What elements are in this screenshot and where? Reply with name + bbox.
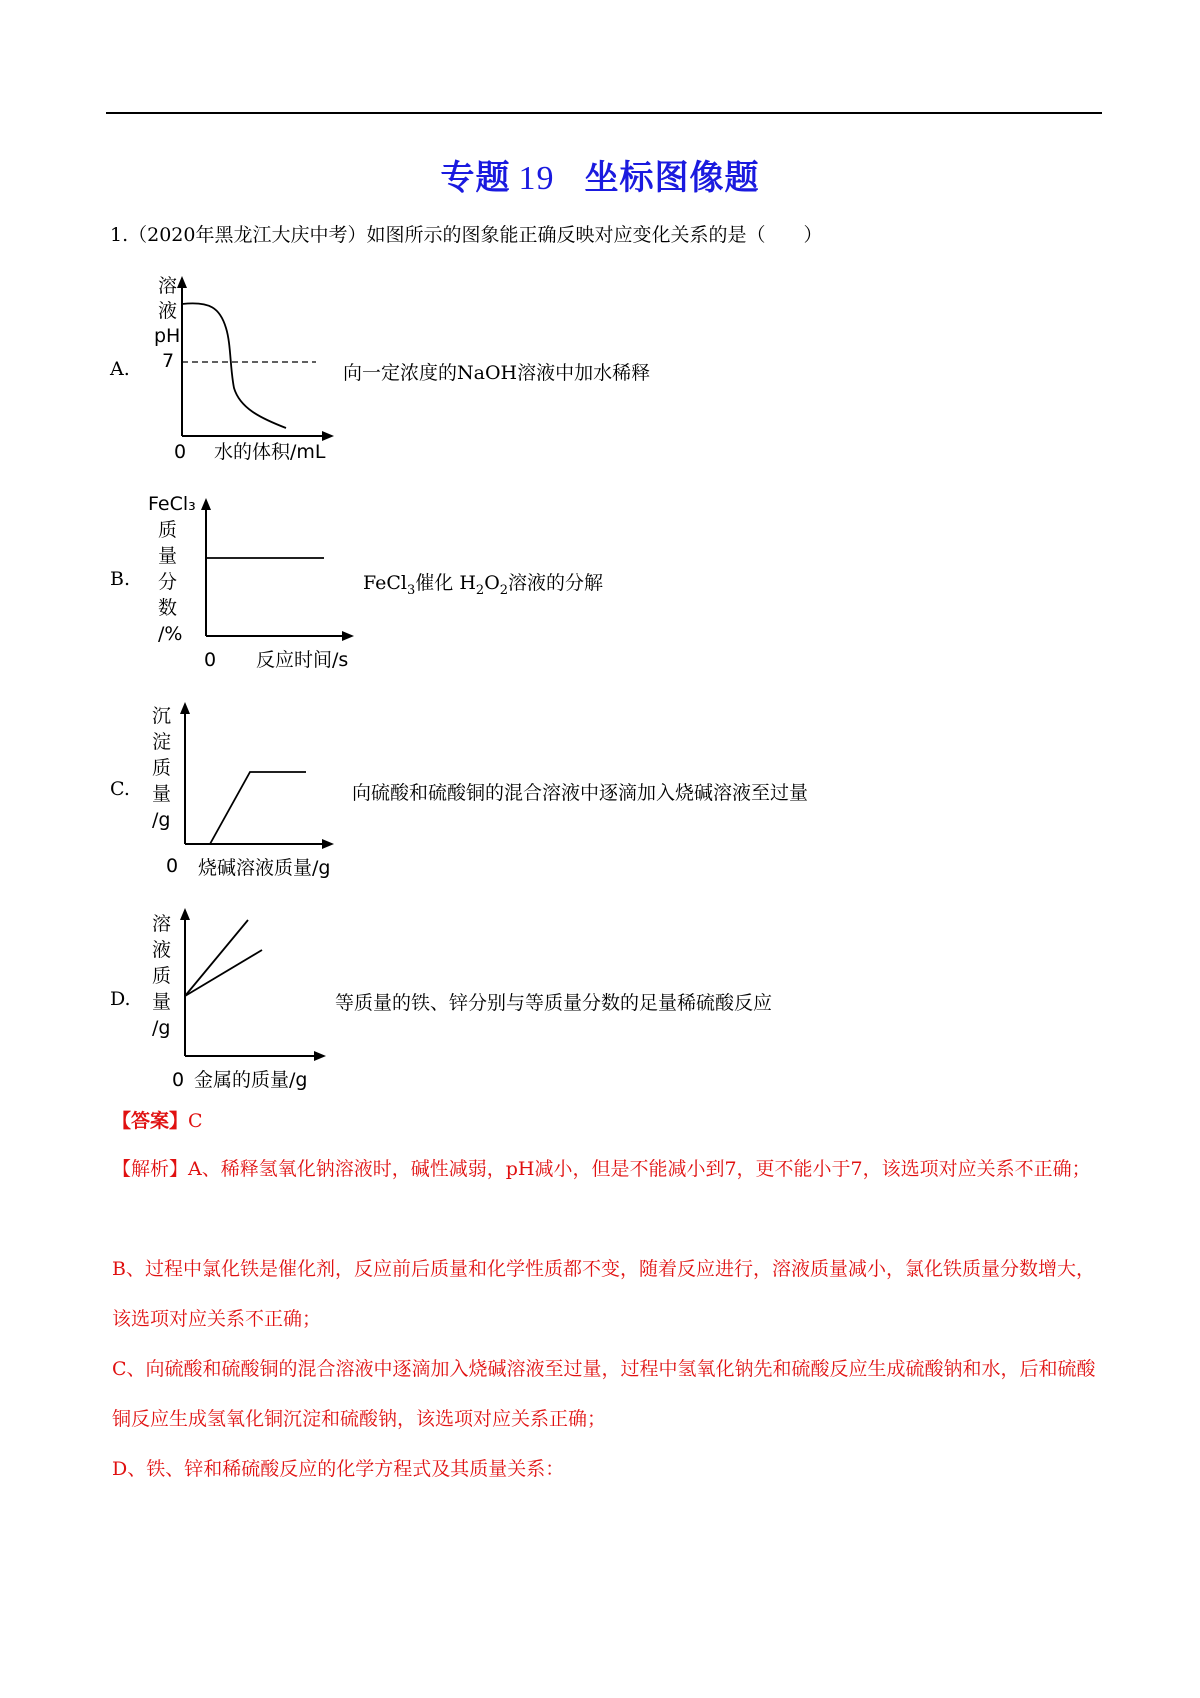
option-b-desc-sub-3: 2 [499, 582, 509, 598]
graph-d-ylabel-4: 量 [152, 991, 172, 1013]
title-sub: 坐标图像题 [584, 158, 760, 198]
graph-a-ylabel-3: pH [154, 325, 181, 347]
graph-a-ylabel-2: 液 [158, 300, 178, 322]
explanation-c: C、向硫酸和硫酸铜的混合溶液中逐滴加入烧碱溶液至过量，过程中氢氧化钠先和硫酸反应生成硫酸钠和水，后和硫酸铜反应生成氢氧化铜沉淀和硫酸钠，该选项对应关系正确； [112, 1358, 1096, 1430]
question-text: 1.（2020年黑龙江大庆中考）如图所示的图象能正确反映对应变化关系的是（ ） [110, 224, 823, 246]
graph-d-ylabel-1: 溶 [152, 913, 172, 935]
graph-a-ytick: 7 [162, 350, 175, 372]
option-d-desc: 等质量的铁、锌分别与等质量分数的足量稀硫酸反应 [335, 992, 773, 1014]
graph-a-curve [182, 303, 286, 428]
option-b-desc-sub-1: 3 [407, 582, 416, 598]
option-a-letter: A. [110, 358, 130, 380]
graph-a-x-arrow [322, 431, 334, 441]
graph-c-ylabel-1: 沉 [152, 705, 172, 727]
explanation-b: B、过程中氯化铁是催化剂，反应前后质量和化学性质都不变，随着反应进行，溶液质量减小，氯化铁质量分数增大，该选项对应关系不正确； [112, 1258, 1095, 1330]
graph-c-curve [210, 772, 306, 844]
graph-b-origin: 0 [204, 649, 217, 671]
explanation-a: 【解析】A、稀释氢氧化钠溶液时，碱性减弱，pH减小，但是不能减小到7，更不能小于7，该选项对应关系不正确； [112, 1158, 1091, 1180]
graph-c-origin: 0 [166, 855, 179, 877]
graph-d-ylabel-2: 液 [152, 939, 172, 961]
graph-a-y-arrow [177, 276, 187, 288]
option-b-letter: B. [110, 568, 131, 590]
option-c-desc: 向硫酸和硫酸铜的混合溶液中逐滴加入烧碱溶液至过量 [352, 782, 809, 804]
header-rule [106, 112, 1102, 114]
graph-b-xlabel: 反应时间/s [256, 649, 349, 671]
graph-b-ylabel-3: 量 [158, 545, 178, 567]
option-b-desc-2: 催化 H [415, 572, 476, 594]
graph-c-ylabel-4: 量 [152, 783, 172, 805]
graph-a-ylabel-1: 溶 [158, 275, 178, 297]
graph-c-ylabel-5: /g [152, 809, 171, 831]
graph-d-y-arrow [180, 908, 190, 920]
graph-a-xlabel: 水的体积/mL [214, 441, 326, 463]
graph-b-y-arrow [201, 498, 211, 510]
graph-b-ylabel-4: 分 [158, 571, 178, 593]
explanation-d: D、铁、锌和稀硫酸反应的化学方程式及其质量关系： [112, 1458, 565, 1480]
graph-d-x-arrow [314, 1051, 326, 1061]
graph-c-ylabel-3: 质 [152, 757, 172, 779]
option-a-desc: 向一定浓度的NaOH溶液中加水稀释 [343, 362, 651, 384]
option-b-desc-1: FeCl [363, 572, 408, 594]
option-b-desc-4: 溶液的分解 [508, 572, 604, 594]
answer-label: 【答案】 [112, 1110, 189, 1132]
option-d-letter: D. [110, 988, 131, 1010]
graph-d-line-steep [185, 920, 248, 996]
graph-d-ylabel-3: 质 [152, 965, 172, 987]
graph-d-xlabel: 金属的质量/g [194, 1069, 308, 1091]
graph-c-xlabel: 烧碱溶液质量/g [198, 857, 331, 879]
graph-c-x-arrow [322, 839, 334, 849]
option-b-desc-3: O [484, 572, 500, 594]
title-number: 19 [518, 160, 555, 197]
graph-a-origin: 0 [174, 441, 187, 463]
graph-b-ylabel-1: FeCl₃ [148, 493, 196, 515]
option-b-desc-sub-2: 2 [475, 582, 485, 598]
graph-b-ylabel-5: 数 [158, 597, 178, 619]
title-main: 专题 [440, 158, 511, 198]
option-c-letter: C. [110, 778, 130, 800]
graph-b-ylabel-2: 质 [158, 519, 178, 541]
answer-value: C [188, 1110, 203, 1132]
graph-b-x-arrow [342, 631, 354, 641]
page-title [0, 150, 1200, 199]
graph-d-line-shallow [185, 950, 262, 996]
graph-c-ylabel-2: 淀 [152, 731, 172, 753]
option-b-desc [363, 568, 603, 598]
graph-c [140, 694, 360, 884]
graph-d-ylabel-5: /g [152, 1017, 171, 1039]
graph-a [140, 268, 340, 468]
graph-d-origin: 0 [172, 1069, 185, 1091]
graph-b [140, 490, 360, 680]
answer-line [112, 1106, 203, 1133]
graph-d [140, 900, 360, 1096]
graph-b-ylabel-6: /% [158, 623, 183, 645]
graph-c-y-arrow [180, 702, 190, 714]
